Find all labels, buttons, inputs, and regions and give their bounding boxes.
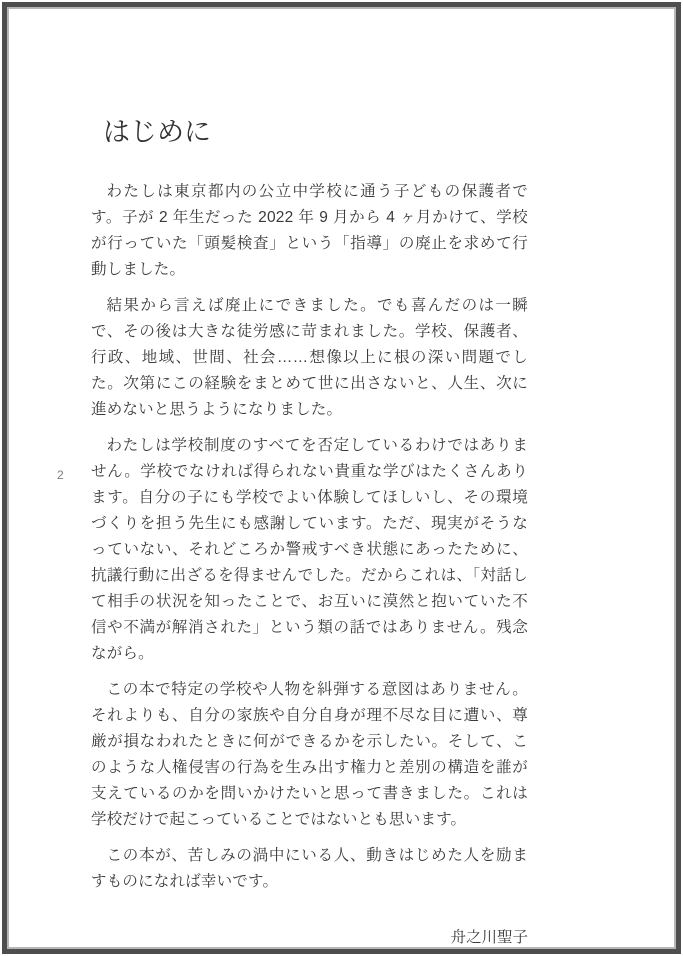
paragraph-1: わたしは東京都内の公立中学校に通う子どもの保護者です。子が 2 年生だった 2022 年 9 月から 4 ヶ月かけて、学校が行っていた「頭髪検査」という「指導」の廃止を求めて行動しました。: [91, 183, 528, 278]
author-signature: 舟之川聖子: [450, 929, 528, 946]
page-content: [91, 110, 528, 951]
chapter-title: はじめに: [103, 117, 211, 147]
paragraph-4: この本で特定の学校や人物を糾弾する意図はありません。それよりも、自分の家族や自分自身が理不尽な目に遭い、尊厳が損なわれたときに何ができるかを示したい。そして、このような人権侵害の行為を生み出す権力と差別の構造を誰が支えているのかを問いかけたいと思って書きました。これは学校だけで起こっていることではないとも思います。: [91, 681, 528, 828]
page-number: 2: [57, 468, 64, 482]
paragraph-2: 結果から言えば廃止にできました。でも喜んだのは一瞬で、その後は大きな徒労感に苛まれました。学校、保護者、行政、地域、世間、社会……想像以上に根の深い問題でした。次第にこの経験をまとめて世に出さないと、人生、次に進めないと思うようになりました。: [91, 297, 528, 418]
paragraph-3: わたしは学校制度のすべてを否定しているわけではありません。学校でなければ得られない貴重な学びはたくさんあります。自分の子にも学校でよい体験してほしいし、その環境づくりを担う先生にも感謝しています。ただ、現実がそうなっていない、それどころか警戒すべき状態にあったために、抗議行動に出ざるを得ませんでした。だからこれは、「対話して相手の状況を知ったことで、お互いに漠然と抱いていた不信や不満が解消された」という類の話ではありません。残念ながら。: [91, 437, 528, 662]
paragraph-5: この本が、苦しみの渦中にいる人、動きはじめた人を励ますものになれば幸いです。: [91, 847, 528, 890]
